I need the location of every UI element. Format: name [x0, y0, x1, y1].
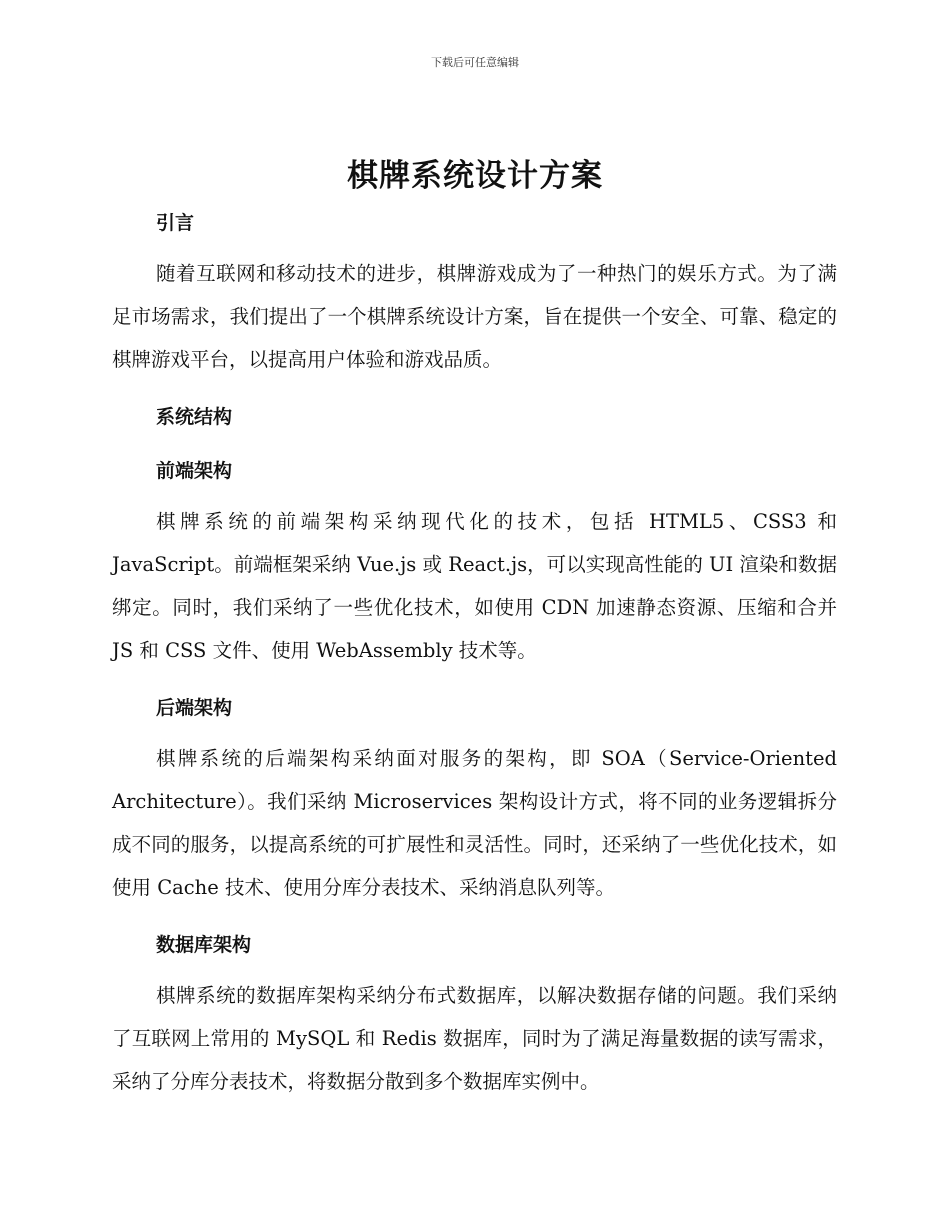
- section-heading-frontend: 前端架构: [156, 460, 233, 482]
- document-title: 棋牌系统设计方案: [347, 158, 603, 194]
- paragraph-frontend: 棋牌系统的前端架构采纳现代化的技术，包括 HTML5、CSS3 和 JavaScript。前端框架采纳 Vue.js 或 React.js，可以实现高性能的 UI 渲染和数据绑定。同时，我们采纳了一些优化技术，如使用 CDN 加速静态资源、压缩和合并 JS 和 CSS 文件、使用 WebAssembly 技术等。: [112, 510, 837, 662]
- section-heading-system-structure: 系统结构: [156, 406, 233, 428]
- paragraph-backend: 棋牌系统的后端架构采纳面对服务的架构，即 SOA（Service-Oriented Architecture）。我们采纳 Microservices 架构设计方式，将不同的业务逻辑拆分成不同的服务，以提高系统的可扩展性和灵活性。同时，还采纳了一些优化技术，如使用 Cache 技术、使用分库分表技术、采纳消息队列等。: [112, 747, 837, 899]
- section-heading-backend: 后端架构: [156, 697, 233, 719]
- page-header: 下载后可任意编辑: [431, 56, 519, 69]
- paragraph-introduction: 随着互联网和移动技术的进步，棋牌游戏成为了一种热门的娱乐方式。为了满足市场需求，我们提出了一个棋牌系统设计方案，旨在提供一个安全、可靠、稳定的棋牌游戏平台，以提高用户体验和游戏品质。: [112, 262, 837, 371]
- paragraph-database: 棋牌系统的数据库架构采纳分布式数据库，以解决数据存储的问题。我们采纳了互联网上常用的 MySQL 和 Redis 数据库，同时为了满足海量数据的读写需求，采纳了分库分表技术，将数据分散到多个数据库实例中。: [112, 984, 837, 1093]
- section-heading-introduction: 引言: [156, 212, 195, 234]
- section-heading-database: 数据库架构: [156, 934, 252, 956]
